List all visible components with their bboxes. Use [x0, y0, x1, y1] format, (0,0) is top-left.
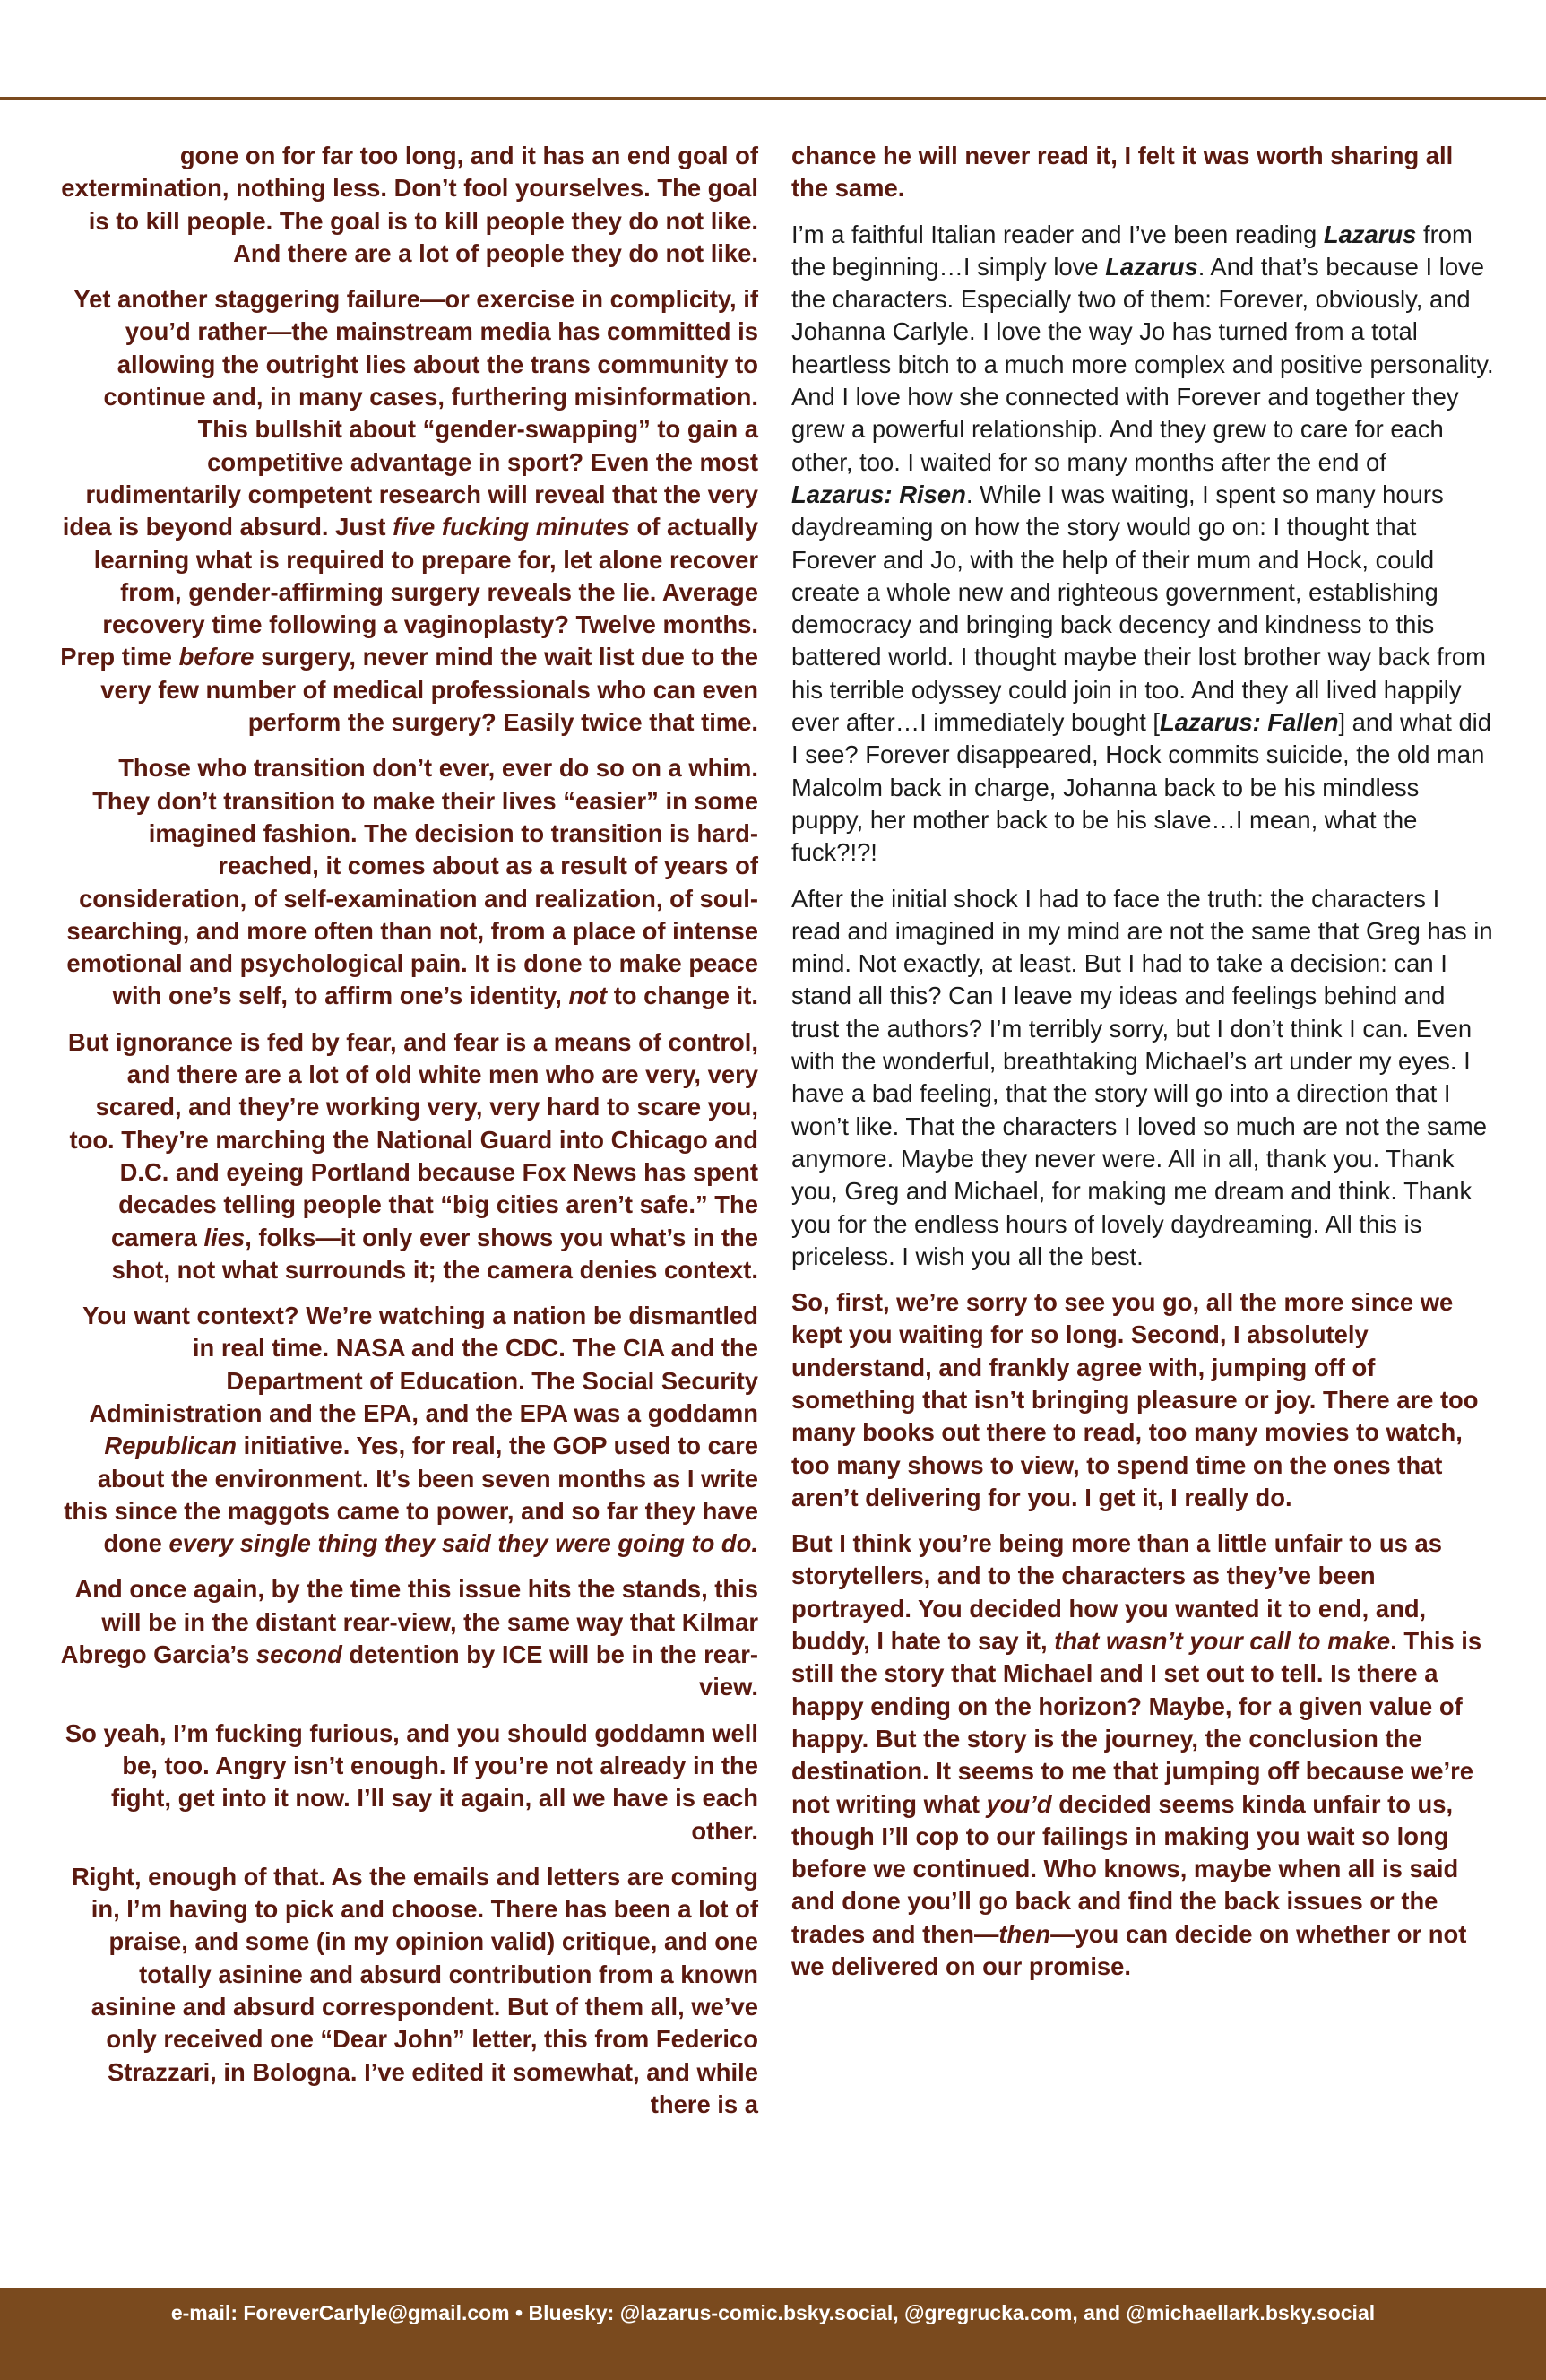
editorial-paragraph: Those who transition don’t ever, ever do so on a whim. They don’t transition to make their lives “easier” in some imagined fashion. The decision to transition is hard-reached, it comes about as a result of years of consideration, of self-examination and realization, of soul-searching, and more often than not, from a place of intense emotional and psychological pain. It is done to make peace with one’s self, to affirm one’s identity, not to change it.	[66, 754, 758, 1010]
editorial-paragraph: So, first, we’re sorry to see you go, all the more since we kept you waiting for so long. Second, I absolutely understand, and frankly agree with, jumping off of something that isn’t bringing pleasure or joy. There are too many books out there to read, too many movies to watch, too many shows to view, to spend time on the ones that aren’t delivering for you. I get it, I really do.	[791, 1288, 1479, 1511]
emphasis-text: Lazarus: Risen	[791, 480, 966, 508]
editorial-paragraph: Yet another staggering failure—or exercise in complicity, if you’d rather—the mainstream media has committed is allowing the outright lies about the trans community to continue and, in many cases, furthering misinformation. This bullshit about “gender-swapping” to gain a competitive advantage in sport? Even the most rudimentarily competent research will reveal that the very idea is beyond absurd. Just five fucking minutes of actually learning what is required to prepare for, let alone recover from, gender-affirming surgery reveals the lie. Average recovery time following a vaginoplasty? Twelve months. Prep time before surgery, never mind the wait list due to the very few number of medical professionals who can even perform the surgery? Easily twice that time.	[60, 285, 758, 737]
reader-letter-paragraph: I’m a faithful Italian reader and I’ve been reading Lazarus from the beginning…I simply love Lazarus. And that’s because I love the characters. Especially two of them: Forever, obviously, and Johanna Carlyle. I love the way Jo has turned from a total heartless bitch to a much more complex and positive personality. And I love how she connected with Forever and together they grew a powerful relationship. And they grew to care for each other, too. I waited for so many months after the end of Lazarus: Risen. While I was waiting, I spent so many hours daydreaming on how the story would go on: I thought that Forever and Jo, with the help of their mum and Hock, could create a whole new and righteous government, establishing democracy and bringing back decency and kindness to this battered world. I thought maybe their lost brother way back from his terrible odyssey could join in too. And they all lived happily ever after…I immediately bought [Lazarus: Fallen] and what did I see? Forever disappeared, Hock commits suicide, the old man Malcolm back in charge, Johanna back to be his mindless puppy, her mother back to be his slave…I mean, what the fuck?!?!	[791, 220, 1494, 867]
editorial-paragraph: And once again, by the time this issue hits the stands, this will be in the distant rear-view, the same way that Kilmar Abrego Garcia’s second detention by ICE will be in the rear-view.	[60, 1575, 758, 1701]
editorial-paragraph: You want context? We’re watching a nation be dismantled in real time. NASA and the CDC. The CIA and the Department of Education. The Social Security Administration and the EPA, and the EPA was a goddamn Republican initiative. Yes, for real, the GOP used to care about the environment. It’s been seven months as I write this since the maggots came to power, and so far they have done every single thing they said they were going to do.	[64, 1302, 758, 1558]
emphasis-text: then	[998, 1919, 1051, 1948]
left-column	[56, 140, 758, 2134]
editorial-paragraph: But ignorance is fed by fear, and fear is a means of control, and there are a lot of old white men who are very, very scared, and they’re working very, very hard to scare you, too. They’re marching the National Guard into Chicago and D.C. and eyeing Portland because Fox News has spent decades telling people that “big cities aren’t safe.” The camera lies, folks—it only ever shows you what’s in the shot, not what surrounds it; the camera denies context.	[67, 1027, 758, 1284]
emphasis-text: Lazarus	[1105, 252, 1198, 281]
right-column	[791, 140, 1494, 1996]
top-rule	[0, 97, 1546, 100]
editorial-paragraph: gone on for far too long, and it has an end goal of extermination, nothing less. Don’t fool yourselves. The goal is to kill people. The goal is to kill people they do not like. And there are a lot of people they do not like.	[61, 142, 758, 267]
editorial-paragraph: So yeah, I’m fucking furious, and you should goddamn well be, too. Angry isn’t enough. If you’re not already in the fight, get into it now. I’ll say it again, all we have is each other.	[65, 1718, 758, 1845]
editorial-paragraph: Right, enough of that. As the emails and letters are coming in, I’m having to pick and choose. There has been a lot of praise, and some (in my opinion valid) critique, and one totally asinine and absurd contribution from a known asinine and absurd correspondent. But of them all, we’ve only received one “Dear John” letter, this from Federico Strazzari, in Bologna. I’ve edited it somewhat, and while there is a	[71, 1862, 758, 2118]
emphasis-text: Lazarus: Fallen	[1160, 708, 1339, 737]
emphasis-text: every single thing they said they were going to do.	[168, 1529, 758, 1558]
emphasis-text: you’d	[986, 1789, 1052, 1818]
emphasis-text: second	[255, 1640, 342, 1669]
editorial-paragraph: chance he will never read it, I felt it was worth sharing all the same.	[791, 142, 1454, 203]
emphasis-text: before	[178, 643, 255, 671]
emphasis-text: that wasn’t your call to make	[1054, 1627, 1391, 1656]
footer-contact-text: e-mail: ForeverCarlyle@gmail.com • Bluesky: @lazarus-comic.bsky.social, @gregrucka.com, and @michaellark.bsky.social	[170, 2301, 1376, 2324]
emphasis-text: Lazarus	[1323, 220, 1417, 248]
editorial-paragraph: But I think you’re being more than a little unfair to us as storytellers, and to the characters as they’ve been portrayed. You decided how you wanted it to end, and, buddy, I hate to say it, that wasn’t your call to make. This is still the story that Michael and I set out to tell. Is there a happy ending on the horizon? Maybe, for a given value of happy. But the story is the journey, the conclusion the destination. It seems to me that jumping off because we’re not writing what you’d decided seems kinda unfair to us, though I’ll cop to our failings in making you wait so long before we continued. Who knows, maybe when all is said and done you’ll go back and find the back issues or the trades and then—then—you can decide on whether or not we delivered on our promise.	[791, 1529, 1482, 1981]
emphasis-text: lies	[203, 1223, 246, 1251]
emphasis-text: not	[568, 982, 608, 1010]
reader-letter-paragraph: After the initial shock I had to face the truth: the characters I read and imagined in my mind are not the same that Greg has in mind. Not exactly, at least. But I had to take a decision: can I stand all this? Can I leave my ideas and feelings behind and trust the authors? I’m terribly sorry, but I don’t think I can. Even with the wonderful, breathtaking Michael’s art under my eyes. I have a bad feeling, that the story will go into a direction that I won’t like. That the characters I loved so much are not the same anymore. Maybe they never were. All in all, thank you. Thank you, Greg and Michael, for making me dream and think. Thank you for the endless hours of lovely daydreaming. All this is priceless. I wish you all the best.	[791, 884, 1493, 1270]
emphasis-text: Republican	[104, 1432, 237, 1460]
emphasis-text: five fucking minutes	[393, 513, 630, 541]
